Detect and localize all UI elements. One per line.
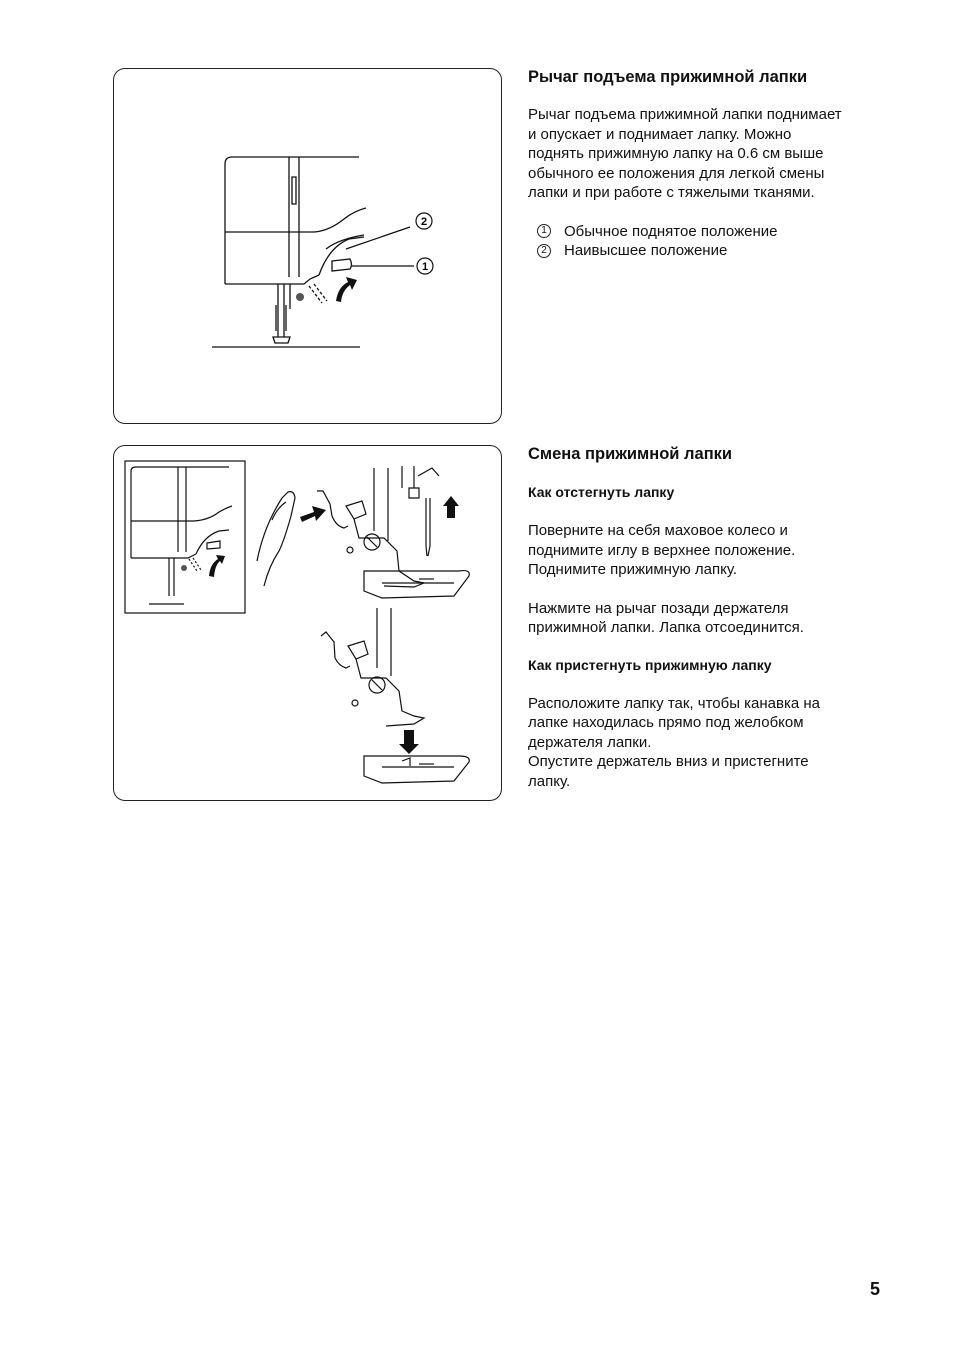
legend-text: Наивысшее положение [564, 242, 728, 259]
legend-text: Обычное поднятое положение [564, 222, 778, 240]
body-line: лапки и при работе с тяжелыми тканями. [528, 184, 815, 201]
body-line: обычного ее положения для легкой смены [528, 164, 825, 182]
body-line: лапку. [528, 772, 571, 790]
section-lever-title: Рычаг подъема прижимной лапки [528, 68, 808, 86]
sewing-machine-lever-drawing [114, 69, 503, 425]
body-line: Поверните на себя маховое колесо и [528, 522, 788, 539]
body-line: Расположите лапку так, чтобы канавка на [528, 694, 821, 712]
body-line: прижимной лапки. Лапка отсоединится. [528, 619, 804, 636]
body-line: Опустите держатель вниз и пристегните [528, 753, 809, 770]
body-line: поднять прижимную лапку на 0.6 см выше [528, 145, 824, 162]
body-line: Поднимите прижимную лапку. [528, 561, 737, 578]
body-line: держателя лапки. [528, 733, 652, 751]
subheading-detach: Как отстегнуть лапку [528, 484, 675, 500]
section-change-foot-title: Смена прижимной лапки [528, 445, 733, 463]
subheading-attach: Как пристегнуть прижимную лапку [528, 656, 772, 673]
section-change-foot [528, 444, 888, 791]
body-line: лапке находилась прямо под желобком [528, 714, 804, 731]
presser-foot-change-drawing [114, 446, 503, 802]
page-number: 5 [870, 1279, 881, 1299]
illustration-presser-foot-lever [113, 68, 502, 424]
attach-steps [528, 694, 888, 792]
section-lever-body [528, 105, 888, 203]
callout-1: 1 [421, 261, 429, 273]
legend-number: 2 [537, 244, 551, 258]
detach-steps [528, 521, 888, 580]
body-line: поднимите иглу в верхнее положение. [528, 541, 796, 559]
legend-number: 1 [537, 224, 551, 238]
detach-lever-step [528, 599, 888, 638]
body-line: Рычаг подъема прижимной лапки поднимает [528, 106, 842, 123]
illustration-change-presser-foot [113, 445, 502, 801]
body-line: Нажмите на рычаг позади держателя [528, 599, 789, 617]
legend-list [528, 222, 888, 261]
legend-item [528, 222, 888, 242]
section-lever [528, 67, 888, 261]
callout-2: 2 [420, 216, 428, 228]
body-line: и опускает и поднимает лапку. Можно [528, 125, 792, 143]
legend-item [528, 241, 888, 261]
